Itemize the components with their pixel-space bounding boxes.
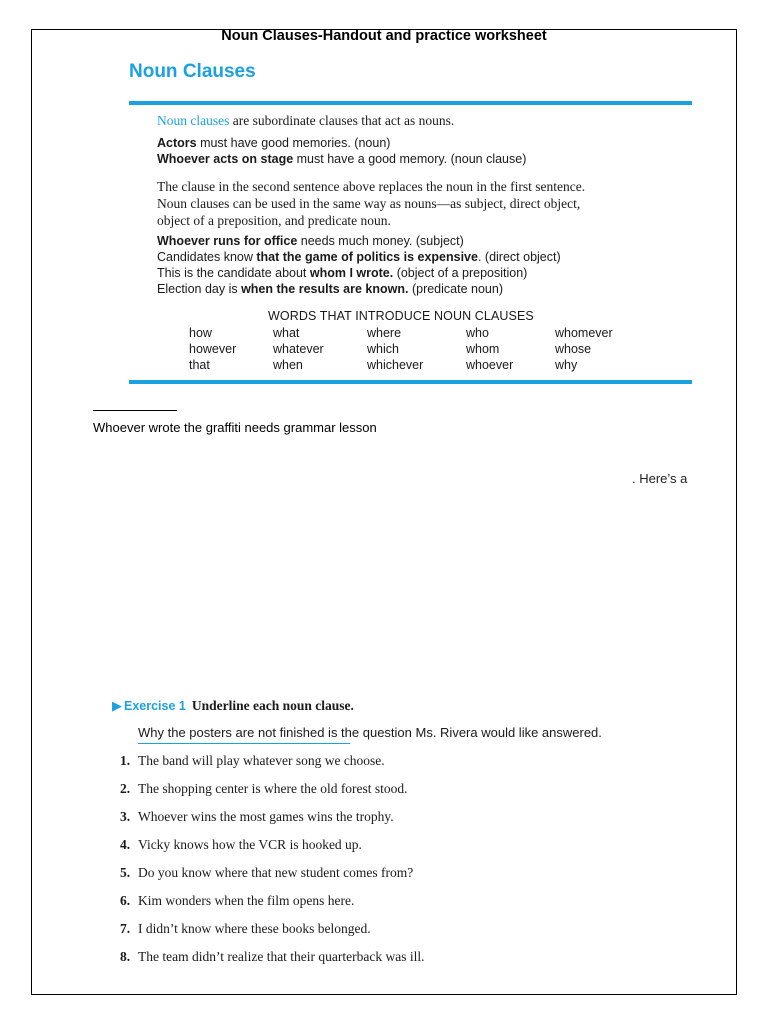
intro-word: how [189, 326, 212, 340]
text-fragment: . Here’s a [632, 471, 688, 486]
example-noun-rest: must have good memories. (noun) [196, 136, 391, 150]
item-text: Vicky knows how the VCR is hooked up. [138, 837, 362, 852]
example-noun-clause [157, 152, 526, 166]
usage-before: This is the candidate about [157, 266, 310, 280]
intro-word: who [466, 326, 489, 340]
exercise-item [120, 865, 413, 881]
item-number: 5. [120, 865, 131, 880]
intro-word: however [189, 342, 237, 356]
item-text: The team didn’t realize that their quarterback was ill. [138, 949, 425, 964]
intro-word: whichever [367, 358, 424, 372]
usage-after: (object of a preposition) [393, 266, 528, 280]
usage-example [157, 250, 561, 264]
exercise-item [120, 837, 362, 853]
item-number: 8. [120, 949, 131, 964]
usage-example [157, 282, 503, 296]
intro-word: whoever [466, 358, 514, 372]
usage-bold: when the results are known. [241, 282, 409, 296]
usage-bold: Whoever runs for office [157, 234, 298, 248]
intro-word: which [367, 342, 399, 356]
usage-before: Candidates know [157, 250, 257, 264]
item-number: 7. [120, 921, 131, 936]
exercise-item [120, 753, 385, 769]
usage-after: needs much money. (subject) [297, 234, 464, 248]
item-text: I didn’t know where these books belonged. [138, 921, 371, 936]
example-rest: is the question Ms. Rivera would like answered. [324, 725, 602, 740]
item-text: Whoever wins the most games wins the trophy. [138, 809, 394, 824]
intro-word: when [273, 358, 303, 372]
example-underline [138, 743, 350, 744]
example-clause: Why the posters are not finished [138, 725, 325, 740]
example-clause-rest: must have a good memory. (noun clause) [293, 152, 527, 166]
words-heading: WORDS THAT INTRODUCE NOUN CLAUSES [268, 309, 534, 323]
item-number: 1. [120, 753, 131, 768]
exercise-item [120, 781, 408, 797]
example-noun [157, 136, 390, 150]
section-title: Noun Clauses [129, 61, 256, 82]
item-number: 2. [120, 781, 131, 796]
usage-example [157, 234, 464, 248]
top-divider [129, 101, 692, 105]
intro-word: where [367, 326, 402, 340]
paragraph-line: Noun clauses can be used in the same way as nouns—as subject, direct object, [157, 196, 581, 211]
usage-bold: whom I wrote. [309, 266, 394, 280]
intro-word: that [189, 358, 210, 372]
definition-line [157, 113, 454, 129]
definition-term: Noun clauses [157, 113, 230, 128]
intro-word: whose [555, 342, 592, 356]
intro-word: whatever [273, 342, 324, 356]
exercise-item [120, 949, 425, 965]
usage-example [157, 266, 527, 280]
usage-bold: that the game of politics is expensive [256, 250, 478, 264]
exercise-item [120, 893, 354, 909]
exercise-item [120, 921, 371, 937]
paragraph-line: The clause in the second sentence above replaces the noun in the first sentence. [157, 179, 586, 194]
item-text: The band will play whatever song we choose. [138, 753, 385, 768]
item-text: The shopping center is where the old forest stood. [138, 781, 408, 796]
document-title: Noun Clauses-Handout and practice worksheet [221, 28, 547, 44]
usage-after: (predicate noun) [408, 282, 503, 296]
example-noun-bold: Actors [157, 136, 197, 150]
intro-word: whomever [555, 326, 613, 340]
intro-word: what [273, 326, 300, 340]
short-rule [93, 410, 177, 411]
item-text: Kim wonders when the film opens here. [138, 893, 355, 908]
example-clause-bold: Whoever acts on stage [157, 152, 294, 166]
note-line: Whoever wrote the graffiti needs grammar lesson [93, 420, 377, 435]
paragraph-line: object of a preposition, and predicate noun. [157, 213, 391, 228]
exercise-label: Exercise 1 [124, 699, 186, 713]
exercise-heading [112, 697, 354, 715]
intro-word: why [555, 358, 578, 372]
exercise-example [138, 725, 602, 740]
exercise-instruction: Underline each noun clause. [191, 698, 354, 713]
usage-after: . (direct object) [477, 250, 561, 264]
item-number: 6. [120, 893, 131, 908]
usage-before: Election day is [157, 282, 242, 296]
item-number: 4. [120, 837, 131, 852]
intro-word: whom [466, 342, 500, 356]
definition-rest: are subordinate clauses that act as nouns. [229, 113, 455, 128]
bottom-divider [129, 380, 692, 384]
exercise-item [120, 809, 394, 825]
item-number: 3. [120, 809, 131, 824]
item-text: Do you know where that new student comes from? [138, 865, 414, 880]
play-arrow-icon: ▶ [112, 698, 122, 713]
